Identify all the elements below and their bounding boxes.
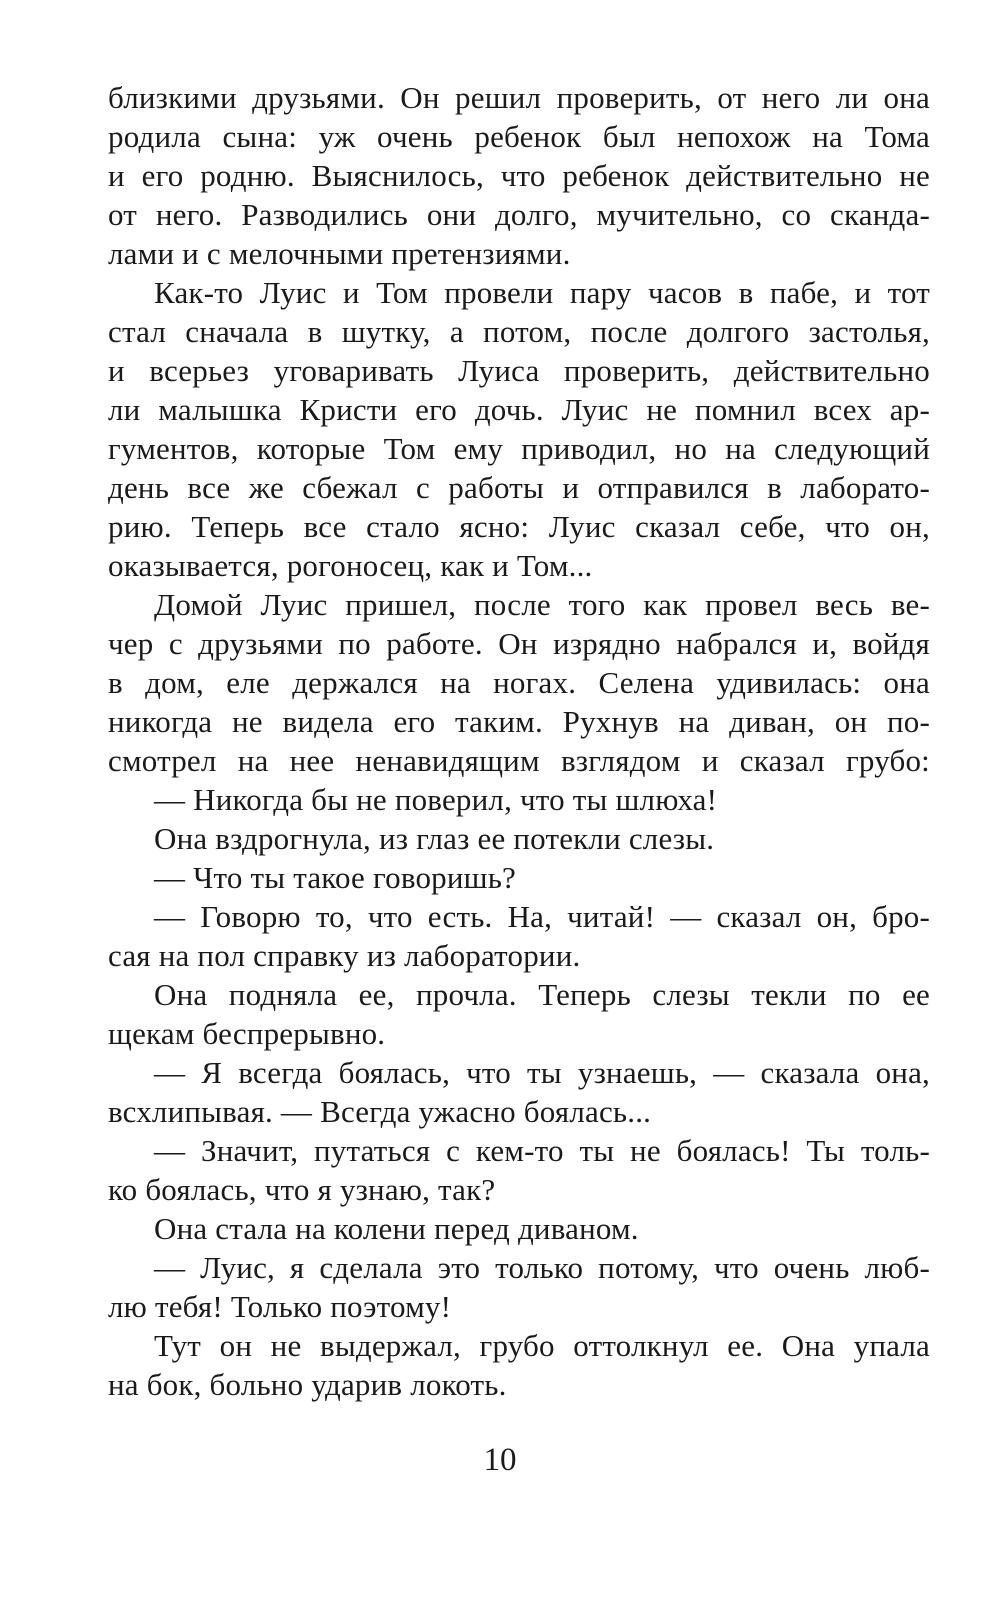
text-line: — Говорю то, что есть. На, читай! — сказал он, бро- (154, 899, 930, 934)
text-line: сая на пол справку из лаборатории. (108, 938, 581, 973)
body-text (108, 78, 930, 1404)
text-line: стал сначала в шутку, а потом, после долгого застолья, (108, 314, 930, 349)
text-line: от него. Разводились они долго, мучительно, со сканда- (108, 197, 930, 232)
text-line: оказывается, рогоносец, как и Том... (108, 548, 593, 583)
text-line: родила сына: уж очень ребенок был непохож на Тома (108, 119, 930, 154)
text-line: — Значит, путаться с кем-то ты не боялась! Ты толь- (154, 1133, 930, 1168)
text-line: гументов, которые Том ему приводил, но на следующий (108, 431, 930, 466)
text-line: Она стала на колени перед диваном. (154, 1211, 639, 1246)
text-line: и всерьез уговаривать Луиса проверить, действительно (108, 353, 930, 388)
text-line: — Я всегда боялась, что ты узнаешь, — сказала она, (154, 1055, 930, 1090)
text-line: никогда не видела его таким. Рухнув на диван, он по- (108, 704, 930, 739)
text-line: Как-то Луис и Том провели пару часов в пабе, и тот (154, 275, 930, 310)
text-line: — Никогда бы не поверил, что ты шлюха! (154, 782, 718, 817)
page-number: 10 (483, 1442, 517, 1478)
text-line: рию. Теперь все стало ясно: Луис сказал себе, что он, (108, 509, 930, 544)
text-line: в дом, еле держался на ногах. Селена удивилась: она (108, 665, 930, 700)
text-line: лами и с мелочными претензиями. (108, 236, 571, 271)
text-line: ли малышка Кристи его дочь. Луис не помнил всех ар- (108, 392, 930, 427)
text-line: смотрел на нее ненавидящим взглядом и сказал грубо: (108, 743, 930, 778)
text-line: — Луис, я сделала это только потому, что очень люб- (154, 1250, 930, 1285)
text-line: чер с друзьями по работе. Он изрядно набрался и, войдя (108, 626, 930, 661)
text-line: — Что ты такое говоришь? (154, 860, 516, 895)
text-line: близкими друзьями. Он решил проверить, от него ли она (108, 80, 930, 115)
text-line: на бок, больно ударив локоть. (108, 1367, 507, 1402)
text-line: день все же сбежал с работы и отправился в лаборато- (108, 470, 930, 505)
text-line: Тут он не выдержал, грубо оттолкнул ее. Она упала (154, 1328, 930, 1363)
text-line: щекам беспрерывно. (108, 1016, 386, 1051)
text-line: Она вздрогнула, из глаз ее потекли слезы. (154, 821, 715, 856)
text-line: Домой Луис пришел, после того как провел весь ве- (154, 587, 930, 622)
text-line: ко боялась, что я узнаю, так? (108, 1172, 496, 1207)
text-line: и его родню. Выяснилось, что ребенок действительно не (108, 158, 930, 193)
text-line: Она подняла ее, прочла. Теперь слезы текли по ее (154, 977, 930, 1012)
text-line: лю тебя! Только поэтому! (108, 1289, 452, 1324)
text-line: всхлипывая. — Всегда ужасно боялась... (108, 1094, 652, 1129)
